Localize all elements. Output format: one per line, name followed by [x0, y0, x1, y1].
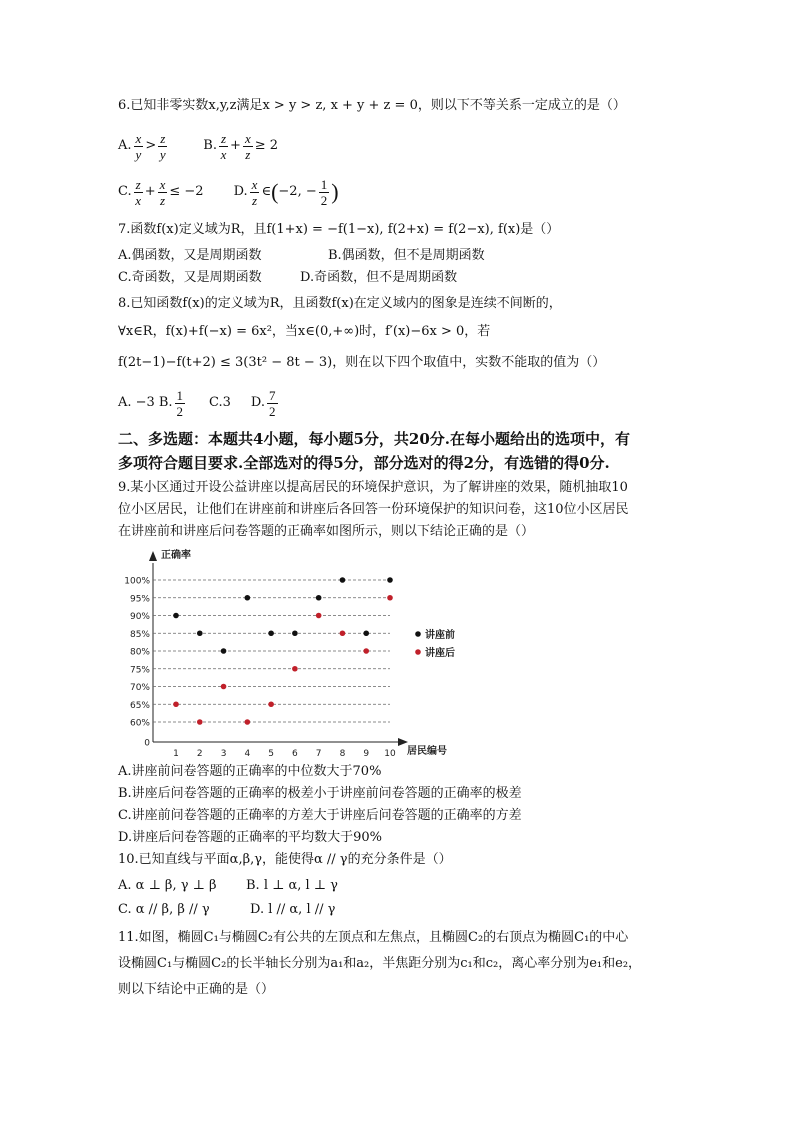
- legend-label: 讲座后: [425, 648, 455, 659]
- point-after-lecture: [221, 684, 227, 690]
- q6-c-op: +: [144, 184, 156, 199]
- q6-d-frac2: [319, 177, 330, 208]
- q9-option-b: B.讲座后问卷答题的正确率的极差小于讲座前问卷答题的正确率的极差: [118, 786, 522, 801]
- q8-options: [118, 384, 280, 422]
- point-after-lecture: [340, 630, 346, 636]
- q8-option-b: [159, 388, 187, 419]
- q9-option-a: A.讲座前问卷答题的正确率的中位数大于70%: [118, 764, 382, 779]
- y-tick-label: 60%: [129, 718, 150, 729]
- q8-b-den: 2: [176, 403, 184, 419]
- x-tick-label: 3: [220, 749, 227, 759]
- point-before-lecture: [245, 595, 251, 601]
- q6-c-den2: z: [159, 192, 166, 208]
- q6-options-ab: [118, 128, 278, 164]
- x-axis-label: 居民编号: [407, 746, 447, 757]
- q10-option-b: B. l ⊥ α, l ⊥ γ: [246, 878, 338, 893]
- legend-label: 讲座前: [425, 630, 455, 641]
- y-tick-label: 85%: [129, 629, 150, 640]
- q9-option-d: D.讲座后问卷答题的正确率的平均数大于90%: [118, 830, 382, 845]
- q9-option-c: C.讲座前问卷答题的正确率的方差大于讲座后问卷答题的正确率的方差: [118, 808, 522, 823]
- q10-stem: 10.已知直线与平面α,β,γ，能使得α // γ的充分条件是（）: [118, 852, 452, 867]
- q6-d-den: z: [252, 192, 258, 208]
- q9-line2: 位小区居民，让他们在讲座前和讲座后各回答一份环境保护的知识问卷，这10位小区居民: [118, 502, 629, 517]
- point-after-lecture: [387, 595, 393, 601]
- point-after-lecture: [197, 719, 203, 725]
- q6-a-frac1: [134, 131, 144, 162]
- q8-b-label: B.: [158, 395, 173, 410]
- q10-option-c: C. α // β, β // γ: [118, 902, 210, 917]
- section2-heading-line2: 多项符合题目要求.全部选对的得5分，部分选对的得2分，有选错的得0分.: [118, 454, 610, 472]
- x-tick-label: 2: [196, 749, 203, 759]
- q6-c-tail: ≤ −2: [169, 184, 204, 199]
- q7-option-b: B.偶函数，但不是周期函数: [328, 248, 485, 263]
- q8-line1: 8.已知函数f(x)的定义域为R，且函数f(x)在定义域内的图象是连续不间断的，: [118, 296, 562, 311]
- point-after-lecture: [173, 701, 179, 707]
- q6-d-num: x: [251, 176, 258, 192]
- q11-line3: 则以下结论中正确的是（）: [118, 982, 275, 997]
- point-before-lecture: [316, 595, 322, 601]
- point-after-lecture: [292, 666, 298, 672]
- q10-option-d: D. l // α, l // γ: [250, 902, 336, 917]
- y-tick-label: 65%: [129, 700, 150, 711]
- q10-options-cd: [118, 900, 336, 920]
- q6-d-mid: ∈: [261, 184, 272, 199]
- q7-stem: 7.函数f(x)定义域为R，且f(1+x) = −f(1−x), f(2+x) = f(2−x), f(x)是（）: [118, 222, 560, 237]
- x-tick-label: 8: [339, 749, 346, 759]
- q8-line2: ∀x∈R，f(x)+f(−x) = 6x²，当x∈(0,+∞)时，f′(x)−6x > 0，若: [118, 324, 491, 339]
- q6-a-num2: z: [160, 130, 166, 146]
- q7-options-ab: [118, 246, 485, 266]
- y-tick-label: 95%: [129, 594, 150, 605]
- accuracy-scatter-chart: [118, 545, 458, 760]
- q6-d-label: D.: [233, 184, 248, 199]
- q6-d-paren-right: ): [331, 179, 339, 204]
- q6-a-den1: y: [135, 146, 142, 162]
- q9-line3: 在讲座前和讲座后问卷答题的正确率如图所示，则以下结论正确的是（）: [118, 524, 535, 539]
- point-before-lecture: [292, 630, 298, 636]
- q6-b-num2: x: [244, 130, 251, 146]
- q6-option-a: [118, 131, 169, 162]
- x-tick-label: 10: [384, 749, 396, 759]
- q6-options-cd: [118, 172, 339, 212]
- q6-c-frac2: [158, 177, 168, 208]
- point-before-lecture: [221, 648, 227, 654]
- q10-options-ab: [118, 876, 338, 896]
- y-tick-label: 75%: [129, 665, 150, 676]
- q7-option-d: D.奇函数，但不是周期函数: [300, 270, 458, 285]
- q6-c-num1: z: [135, 176, 141, 192]
- q6-option-b: [203, 131, 278, 162]
- q6-a-op: >: [145, 138, 157, 153]
- x-tick-label: 7: [315, 749, 322, 759]
- q6-a-label: A.: [118, 138, 132, 153]
- y-tick-label: 70%: [129, 683, 150, 693]
- y-tick-label: 100%: [124, 576, 150, 587]
- q8-line3: f(2t−1)−f(t+2) ≤ 3(3t² − 8t − 3)，则在以下四个取值中，实数不能取的值为（）: [118, 355, 606, 370]
- point-before-lecture: [340, 577, 346, 583]
- q6-option-c: [118, 177, 204, 208]
- point-after-lecture: [268, 701, 274, 707]
- x-tick-label: 5: [268, 749, 274, 759]
- q8-d-num: 7: [269, 387, 276, 403]
- point-after-lecture: [245, 719, 251, 725]
- q6-b-label: B.: [203, 138, 217, 153]
- y-tick-label: 80%: [129, 647, 150, 658]
- x-tick-label: 9: [363, 749, 370, 759]
- y-axis-arrow-icon: [149, 551, 157, 561]
- q6-d-paren-left: (: [271, 179, 279, 204]
- x-tick-label: 1: [173, 749, 179, 759]
- q7-option-a: A.偶函数，又是周期函数: [118, 248, 262, 263]
- y-axis-label: 正确率: [161, 550, 191, 561]
- q7-option-c: C.奇函数，又是周期函数: [118, 270, 262, 285]
- q6-c-den1: x: [135, 192, 142, 208]
- q6-d-fden: 2: [320, 192, 328, 208]
- legend-marker: [415, 631, 421, 637]
- q9-line1: 9.某小区通过开设公益讲座以提高居民的环境保护意识，为了解讲座的效果，随机抽取10: [118, 480, 628, 495]
- q6-a-frac2: [158, 131, 167, 162]
- q6-b-den2: z: [245, 146, 251, 162]
- q8-b-num: 1: [176, 387, 184, 403]
- q6-b-den1: x: [220, 146, 227, 162]
- y-tick-label: 90%: [129, 612, 150, 622]
- q10-option-a: A. α ⊥ β, γ ⊥ β: [118, 878, 217, 893]
- q8-option-a: A. −3: [118, 395, 155, 410]
- q6-stem: 6.已知非零实数x,y,z满足x > y > z, x + y + z = 0，则以下不等关系一定成立的是（）: [118, 98, 626, 113]
- q6-b-num1: z: [220, 130, 227, 146]
- q6-a-num1: x: [135, 130, 142, 146]
- point-before-lecture: [268, 630, 274, 636]
- x-tick-label: 6: [292, 749, 298, 759]
- q6-c-num2: x: [159, 176, 166, 192]
- q6-b-frac1: [219, 131, 228, 162]
- q6-c-frac1: [134, 177, 143, 208]
- q8-d-den: 2: [269, 403, 276, 419]
- legend-marker: [415, 649, 421, 655]
- q6-b-frac2: [243, 131, 253, 162]
- y-tick-label: 0: [144, 738, 150, 749]
- q8-d-frac: [267, 388, 278, 419]
- point-before-lecture: [197, 630, 203, 636]
- point-after-lecture: [316, 613, 322, 619]
- q6-d-fnum: 1: [320, 176, 328, 192]
- q6-option-d: [234, 177, 339, 208]
- q8-d-label: D.: [250, 395, 265, 410]
- x-axis-arrow-icon: [398, 738, 408, 746]
- q6-b-tail: ≥ 2: [254, 138, 279, 153]
- q6-c-label: C.: [118, 184, 132, 199]
- point-after-lecture: [363, 648, 369, 654]
- q6-a-den2: y: [159, 146, 166, 162]
- q11-line1: 11.如图，椭圆C₁与椭圆C₂有公共的左顶点和左焦点，且椭圆C₂的右顶点为椭圆C₁的中心: [118, 930, 629, 945]
- q8-b-frac: [175, 388, 186, 419]
- point-before-lecture: [387, 577, 393, 583]
- q7-options-cd: [118, 268, 458, 288]
- q6-d-left: −2, −: [278, 184, 317, 199]
- q6-b-op: +: [230, 138, 241, 153]
- x-tick-label: 4: [244, 749, 251, 759]
- q6-d-frac: [250, 177, 260, 208]
- point-before-lecture: [363, 630, 369, 636]
- q8-option-c: C.3: [209, 395, 231, 410]
- q11-line2: 设椭圆C₁与椭圆C₂的长半轴长分别为a₁和a₂，半焦距分别为c₁和c₂，离心率分别为e₁和e₂，: [118, 956, 642, 971]
- point-before-lecture: [173, 613, 179, 619]
- section2-heading-line1: 二、多选题：本题共4小题，每小题5分，共20分.在每小题给出的选项中，有: [118, 430, 630, 448]
- q8-option-d: [251, 388, 280, 419]
